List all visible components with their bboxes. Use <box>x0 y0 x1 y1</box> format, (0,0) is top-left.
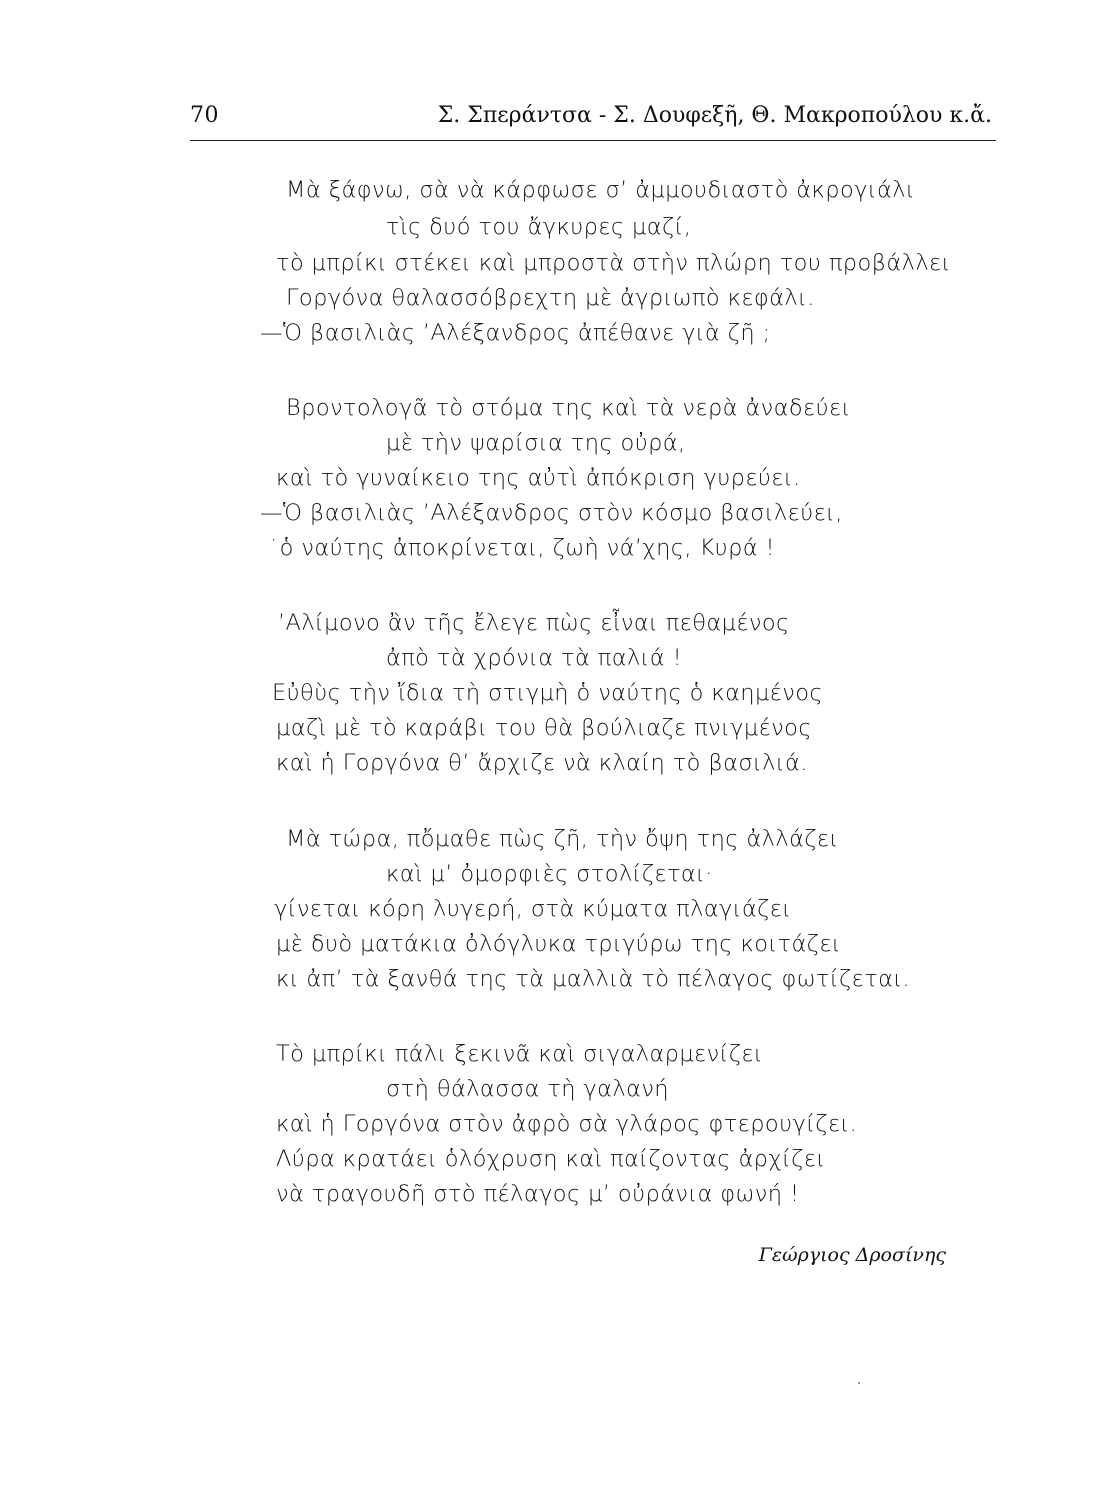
poem-line: —Ὁ βασιλιὰς ’Αλέξανδρος στὸν κόσμο βασιλεύει, <box>260 500 843 526</box>
header-rule <box>190 140 996 141</box>
poem-line: στὴ θάλασσα τὴ γαλανή <box>386 1076 669 1102</box>
poem-line: ˙ὁ ναύτης ἀποκρίνεται, ζωὴ νά’χης, Κυρά ! <box>268 535 775 561</box>
poem-line: τὸ μπρίκι στέκει καὶ μπροστὰ στὴν πλώρη του προβάλλει <box>276 250 951 276</box>
poem-line: κι ἀπ’ τὰ ξανθά της τὰ μαλλιὰ τὸ πέλαγος φωτίζεται. <box>276 966 911 992</box>
poem-line: καὶ ἡ Γοργόνα στὸν ἀφρὸ σὰ γλάρος φτερουγίζει. <box>276 1111 858 1137</box>
poem-line: καὶ μ’ ὀμορφιὲς στολίζεται· <box>386 861 713 887</box>
author-signature: Γεώργιος Δροσίνης <box>758 1244 946 1266</box>
poem-line: —Ὁ βασιλιὰς ’Αλέξανδρος ἀπέθανε γιὰ ζῆ ; <box>260 320 771 346</box>
scan-speck <box>858 1382 860 1384</box>
page-number: 70 <box>190 103 219 128</box>
poem-line: γίνεται κόρη λυγερή, στὰ κύματα πλαγιάζει <box>274 896 792 922</box>
poem-line: ’Αλίμονο ἂν τῆς ἔλεγε πὼς εἶναι πεθαμένος <box>278 610 790 636</box>
poem-line: ἀπὸ τὰ χρόνια τὰ παλιά ! <box>386 645 682 671</box>
poem-line: Μὰ ξάφνω, σὰ νὰ κάρφωσε σ’ ἀμμουδιαστὸ ἀκρογιάλι <box>286 177 916 203</box>
poem-line: τὶς δυό του ἄγκυρες μαζί, <box>386 214 692 240</box>
poem-line: μὲ τὴν ψαρίσια της οὐρά, <box>386 430 686 456</box>
poem-line: καὶ τὸ γυναίκειο της αὐτὶ ἀπόκριση γυρεύει. <box>276 465 801 491</box>
poem-line: Μὰ τώρα, πὄμαθε πὼς ζῆ, τὴν ὄψη της ἀλλάζει <box>286 826 839 852</box>
poem-line: Γοργόνα θαλασσόβρεχτη μὲ ἀγριωπὸ κεφάλι. <box>286 285 815 311</box>
poem-line: Εὐθὺς τὴν ἴδια τὴ στιγμὴ ὁ ναύτης ὁ καημένος <box>272 680 823 706</box>
poem-line: Τὸ μπρίκι πάλι ξεκινᾶ καὶ σιγαλαρμενίζει <box>276 1041 764 1067</box>
poem-line: μὲ δυὸ ματάκια ὀλόγλυκα τριγύρω της κοιτάζει <box>276 931 841 957</box>
poem-line: μαζὶ μὲ τὸ καράβι του θὰ βούλιαζε πνιγμένος <box>276 715 812 741</box>
poem-line: Βροντολογᾶ τὸ στόμα της καὶ τὰ νερὰ ἀναδεύει <box>286 395 851 421</box>
poem-line: Λύρα κρατάει ὁλόχρυση καὶ παίζοντας ἀρχίζει <box>276 1146 826 1172</box>
running-head: Σ. Σπεράντσα - Σ. Δουφεξῆ, Θ. Μακροπούλου κ.ἄ. <box>437 103 992 128</box>
poem-line: νὰ τραγουδῆ στὸ πέλαγος μ’ οὐράνια φωνή ! <box>276 1181 800 1207</box>
page-header <box>190 103 996 139</box>
poem-line: καὶ ἡ Γοργόνα θ’ ἄρχιζε νὰ κλαίη τὸ βασιλιά. <box>276 750 808 776</box>
